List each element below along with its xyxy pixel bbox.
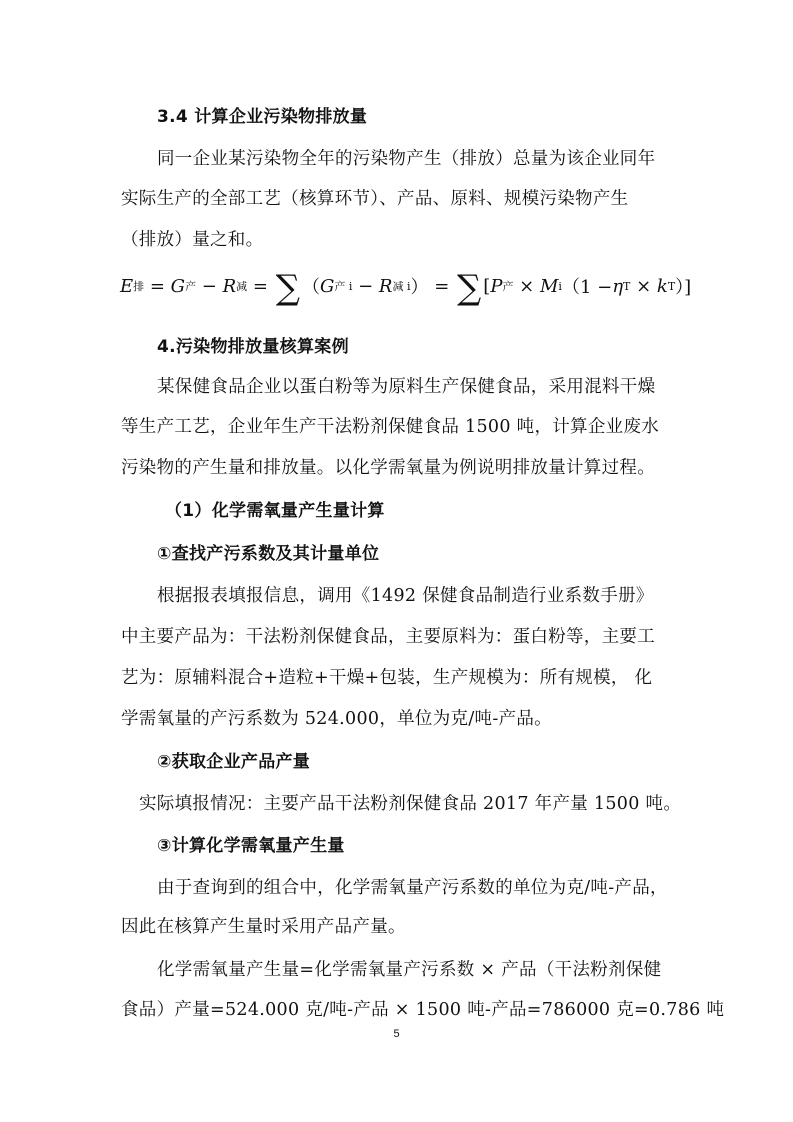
summation-symbol-2: ∑ <box>457 268 482 308</box>
formula-bracket-open: [ <box>483 275 491 297</box>
formula-r-i: R <box>378 275 393 297</box>
step-2-heading: ②获取企业产品产量 <box>157 752 311 772</box>
formula-paren-close: ） <box>410 277 429 298</box>
formula-g-sub: 产 <box>185 280 197 293</box>
section-heading-3-4: 3.4 计算企业污染物排放量 <box>157 107 368 127</box>
formula-g-i: G <box>319 275 335 297</box>
formula-g-i-sub: 产 i <box>334 280 353 293</box>
formula-r-sub: 减 <box>236 280 248 293</box>
paragraph-line: （排放）量之和。 <box>121 230 264 250</box>
paragraph-line: 实际生产的全部工艺（核算环节）、产品、原料、规模污染物产生 <box>121 189 629 209</box>
paragraph-line: 根据报表填报信息，调用《1492 保健食品制造行业系数手册》 <box>157 586 654 606</box>
formula-p: P <box>490 275 503 297</box>
paragraph-line: 同一企业某污染物全年的污染物产生（排放）总量为该企业同年 <box>157 149 656 169</box>
formula-eta: η <box>612 275 624 297</box>
paragraph-line: 中主要产品为：干法粉剂保健食品，主要原料为：蛋白粉等，主要工 <box>121 627 655 647</box>
formula-r: R <box>222 275 237 297</box>
sub-heading-1: （1）化学需氧量产生量计算 <box>165 501 385 521</box>
formula-e: E <box>120 275 134 297</box>
paragraph-line: 某保健食品企业以蛋白粉等为原料生产保健食品，采用混料干燥 <box>157 377 656 397</box>
formula-k-sub: T <box>667 279 676 293</box>
paragraph-line: 由于查询到的组合中，化学需氧量产污系数的单位为克/吨-产品， <box>157 878 668 898</box>
formula-e-sub: 排 <box>133 280 145 293</box>
paragraph-line: 艺为：原辅料混合+造粒+干燥+包装，生产规模为：所有规模， 化 <box>121 668 653 688</box>
formula-r-i-sub: 减 i <box>392 280 411 293</box>
formula-paren-open: （ <box>301 277 320 298</box>
paragraph-line: 等生产工艺，企业年生产干法粉剂保健食品 1500 吨，计算企业废水 <box>121 417 660 437</box>
paragraph-line: 因此在核算产生量时采用产品产量。 <box>121 917 406 937</box>
paragraph-line: 学需氧量的产污系数为 524.000，单位为克/吨-产品。 <box>121 709 552 729</box>
paragraph-line: 化学需氧量产生量=化学需氧量产污系数 × 产品（干法粉剂保健 <box>157 960 662 980</box>
emission-formula: E 排 = G 产 − R 减 = ∑ （ G 产 i − R 减 i ） = ∑ [ P 产 × M i （1 − η T × k T ）] <box>120 268 692 308</box>
paragraph-line: 实际填报情况：主要产品干法粉剂保健食品 2017 年产量 1500 吨。 <box>139 794 682 814</box>
paragraph-line: 污染物的产生量和排放量。以化学需氧量为例说明排放量计算过程。 <box>121 458 655 478</box>
summation-symbol: ∑ <box>275 268 300 308</box>
formula-m: M <box>539 275 559 297</box>
formula-m-sub: i <box>558 279 562 293</box>
section-heading-4: 4.污染物排放量核算案例 <box>157 337 349 357</box>
step-3-heading: ③计算化学需氧量产生量 <box>157 836 345 856</box>
formula-eta-sub: T <box>623 279 631 293</box>
formula-g: G <box>170 275 186 297</box>
page-number: 5 <box>393 1028 400 1040</box>
formula-close: ）] <box>675 277 692 298</box>
paragraph-line: 食品）产量=524.000 克/吨-产品 × 1500 吨-产品=786000 克=0.786 吨 <box>121 1000 725 1020</box>
formula-p-sub: 产 <box>502 280 514 293</box>
formula-k: k <box>656 275 668 297</box>
step-1-heading: ①查找产污系数及其计量单位 <box>157 544 380 564</box>
formula-inner-open: （1 − <box>561 277 613 298</box>
